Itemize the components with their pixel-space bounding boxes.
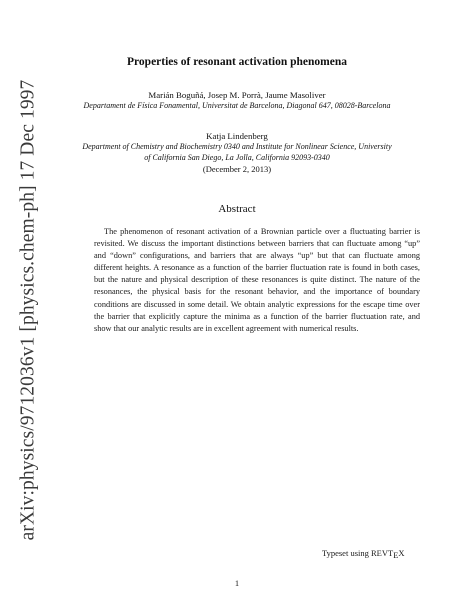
typeset-suffix: X <box>398 548 405 558</box>
author-2: Katja Lindenberg <box>206 131 268 141</box>
paper-title: Properties of resonant activation phenomena <box>127 56 347 68</box>
typeset-prefix: Typeset using REVT <box>322 548 394 558</box>
abstract-heading: Abstract <box>218 203 256 215</box>
typeset-note <box>322 548 405 558</box>
authors-group-1: Marián Boguñá, Josep M. Porrà, Jaume Masoliver <box>148 90 326 100</box>
abstract-text: The phenomenon of resonant activation of a Brownian particle over a fluctuating barrier is revisited. We discuss the important distinctions between barriers that can fluctuate among “up” and “down” configurations, and barriers that are always “up” but that can fluctuate among different heights. A resonance as a function of the barrier fluctuation rate is found in both cases, but the nature and physical description of these resonances is quite distinct. The nature of the resonances, the physical basis for the resonant behavior, and the importance of boundary conditions are discussed in some detail. We obtain analytic expressions for the escape time over the barrier that explicitly capture the minima as a function of the barrier fluctuation rate, and show that our analytic results are in excellent agreement with numerical results. <box>94 227 420 333</box>
affiliation-1: Departament de Física Fonamental, Universitat de Barcelona, Diagonal 647, 08028-Barcelona <box>83 101 391 110</box>
affiliation-2-line-1: Department of Chemistry and Biochemistry 0340 and Institute for Nonlinear Science, University <box>82 142 392 151</box>
arxiv-identifier-text: arXiv:physics/9712036v1 [physics.chem-ph] 17 Dec 1997 <box>17 79 39 541</box>
affiliation-2-line-2: of California San Diego, La Jolla, California 92093-0340 <box>144 153 330 162</box>
typeset-e: E <box>393 550 399 560</box>
arxiv-identifier-sidebar <box>8 79 48 541</box>
paper-date: (December 2, 2013) <box>202 164 272 174</box>
page-number: 1 <box>234 578 240 588</box>
